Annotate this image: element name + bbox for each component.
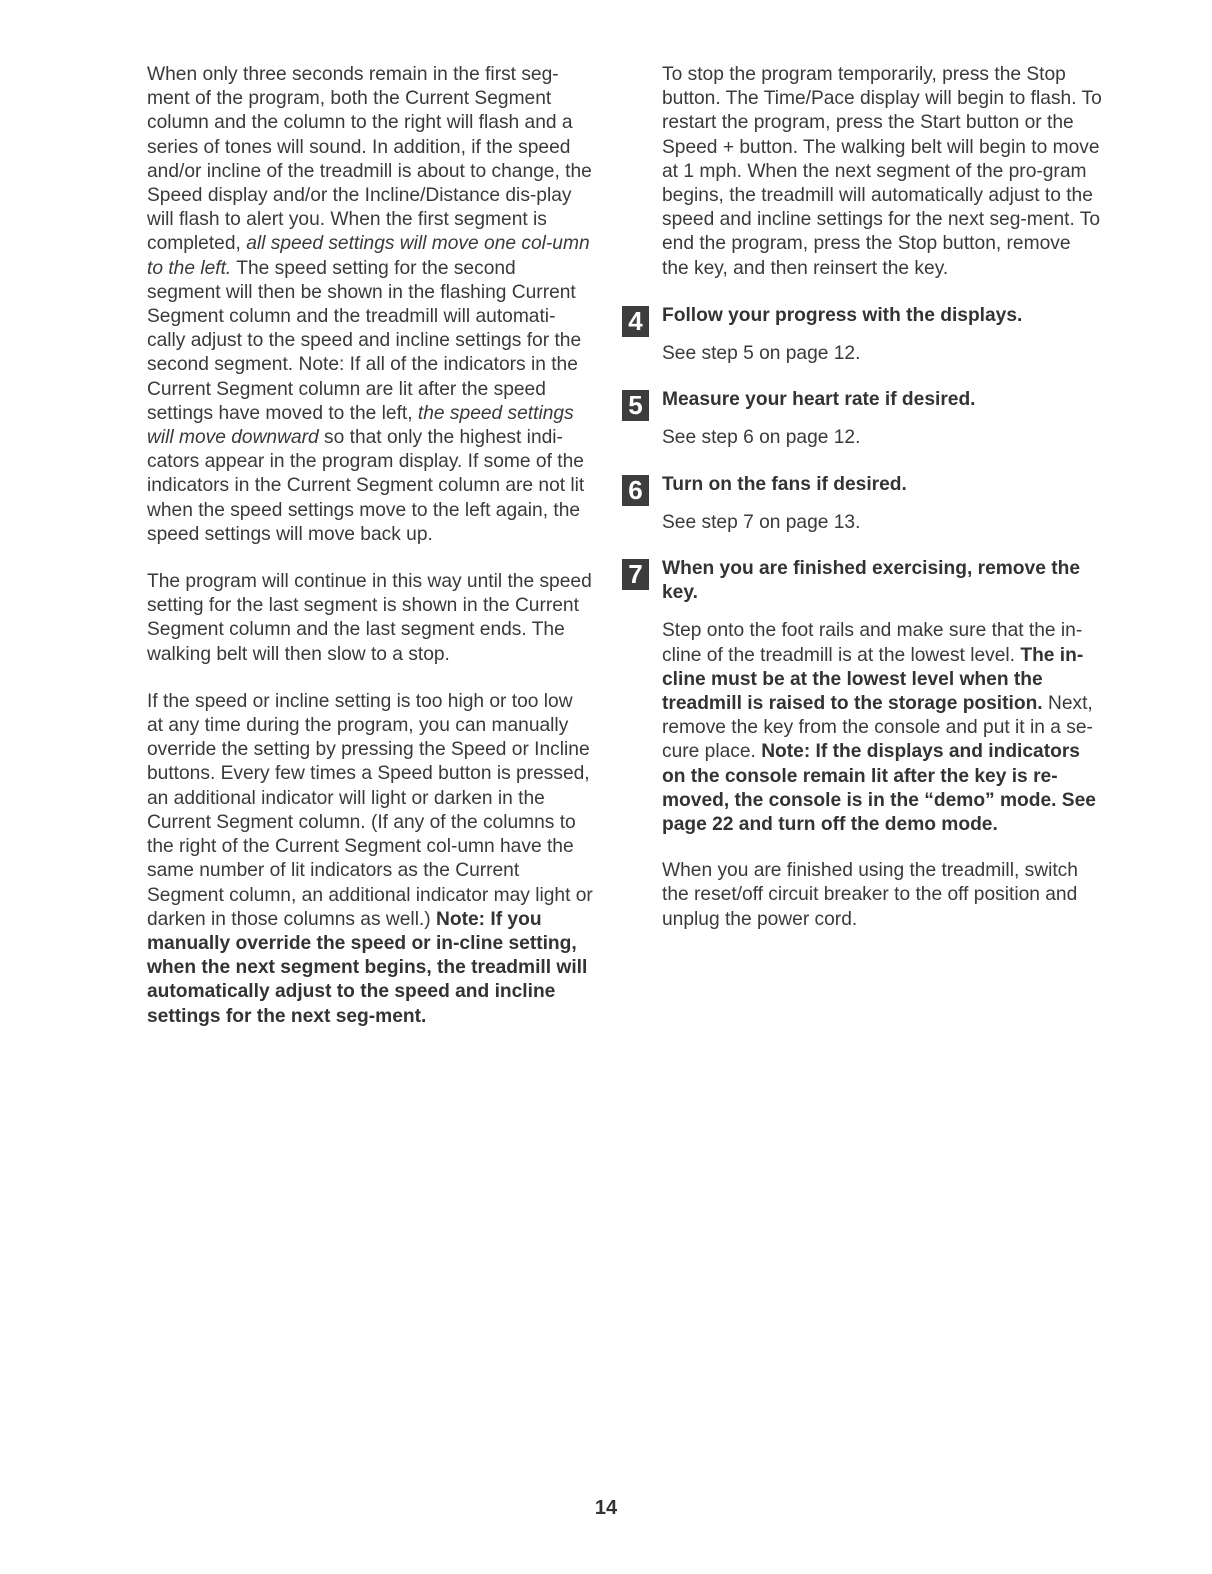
text-run: so that only the highest indi-cators appear in the program display. If some of the indicators in the Current Segment column are not lit when the speed settings move to the left again, the speed settings will move back up. bbox=[147, 427, 585, 545]
italic-text: all speed settings will move one col-umn to the left. bbox=[147, 233, 590, 279]
text-run: The speed setting for the second segment will then be shown in the flashing Current Segment column and the treadmill will automati-cally adjust to the speed and incline settings for the second segment. Note: If all of the indicators in the Current Segment column are lit after the speed settings have moved to the left, bbox=[147, 257, 582, 424]
bold-note: Note: If the displays and indicators on the console remain lit after the key is re-moved, the console is in the “demo” mode. See page 22 and turn off the demo mode. bbox=[662, 741, 1096, 836]
step-6-title: Turn on the fans if desired. bbox=[662, 473, 907, 495]
step-7-heading bbox=[628, 557, 1102, 605]
page-number: 14 bbox=[594, 1497, 618, 1519]
step-6-heading bbox=[628, 473, 1102, 505]
text-run: When only three seconds remain in the first seg-ment of the program, both the Current Segment column and the column to the right will flash and a series of tones will sound. In addition, if the speed and/or incline of the treadmill is about to change, the Speed display and/or the Incline/Distance dis-play will flash to alert you. When the first segment is completed, bbox=[147, 64, 592, 255]
program-continue-paragraph: The program will continue in this way until the speed setting for the last segment is shown in the Current Segment column and the last segment ends. The walking belt will then slow to a stop. bbox=[147, 571, 592, 665]
program-segment-paragraph bbox=[147, 63, 593, 547]
step-7-number-badge: 7 bbox=[622, 559, 649, 590]
step-7-body-remove-key bbox=[662, 619, 1102, 837]
text-run: Next, remove the key from the console and put it in a se-cure place. bbox=[662, 693, 1093, 763]
text-run: Step onto the foot rails and make sure that the in-cline of the treadmill is at the lowest level. bbox=[662, 620, 1083, 666]
step-5-body: See step 6 on page 12. bbox=[662, 427, 861, 449]
step-4-body: See step 5 on page 12. bbox=[662, 343, 861, 365]
italic-text: the speed settings will move downward bbox=[147, 402, 574, 449]
bold-note: Note: If you manually override the speed or in-cline setting, when the next segment begins, the treadmill will automatically adjust to the speed and incline settings for the next seg-ment. bbox=[147, 908, 588, 1027]
step-4-heading bbox=[628, 304, 1102, 336]
step-5-heading bbox=[628, 388, 1102, 421]
left-column bbox=[147, 63, 593, 1052]
text-run: If the speed or incline setting is too high or too low at any time during the program, you can manually override the setting by pressing the Speed or Incline buttons. Every few times a Speed button is pressed, an additional indicator will light or darken in the Current Segment column. (If any of the columns to the right of the Current Segment col-umn have the same number of lit indicators as the Current Segment column, an additional indicator may light or darken in those columns as well.) bbox=[147, 690, 593, 930]
step-4-title: Follow your progress with the displays. bbox=[662, 304, 1023, 326]
step-6-number-badge: 6 bbox=[622, 475, 649, 506]
step-4-number-badge: 4 bbox=[622, 306, 649, 337]
right-column bbox=[628, 63, 1102, 954]
step-7-body-power-off: When you are finished using the treadmill, switch the reset/off circuit breaker to the off position and unplug the power cord. bbox=[662, 860, 1078, 930]
step-6-body: See step 7 on page 13. bbox=[662, 511, 861, 533]
manual-override-paragraph bbox=[147, 690, 593, 1029]
step-7-title: When you are finished exercising, remove the key. bbox=[662, 558, 1080, 604]
step-5-number-badge: 5 bbox=[622, 390, 649, 421]
bold-warning: The in-cline must be at the lowest level when the treadmill is raised to the storage position. bbox=[662, 644, 1084, 715]
stop-program-paragraph: To stop the program temporarily, press the Stop button. The Time/Pace display will begin to flash. To restart the program, press the Start button or the Speed + button. The walking belt will begin to move at 1 mph. When the next segment of the pro-gram begins, the treadmill will automatically adjust to the speed and incline settings for the next seg-ment. To end the program, press the Stop button, remove the key, and then reinsert the key. bbox=[662, 64, 1102, 279]
step-5-title: Measure your heart rate if desired. bbox=[662, 389, 976, 411]
